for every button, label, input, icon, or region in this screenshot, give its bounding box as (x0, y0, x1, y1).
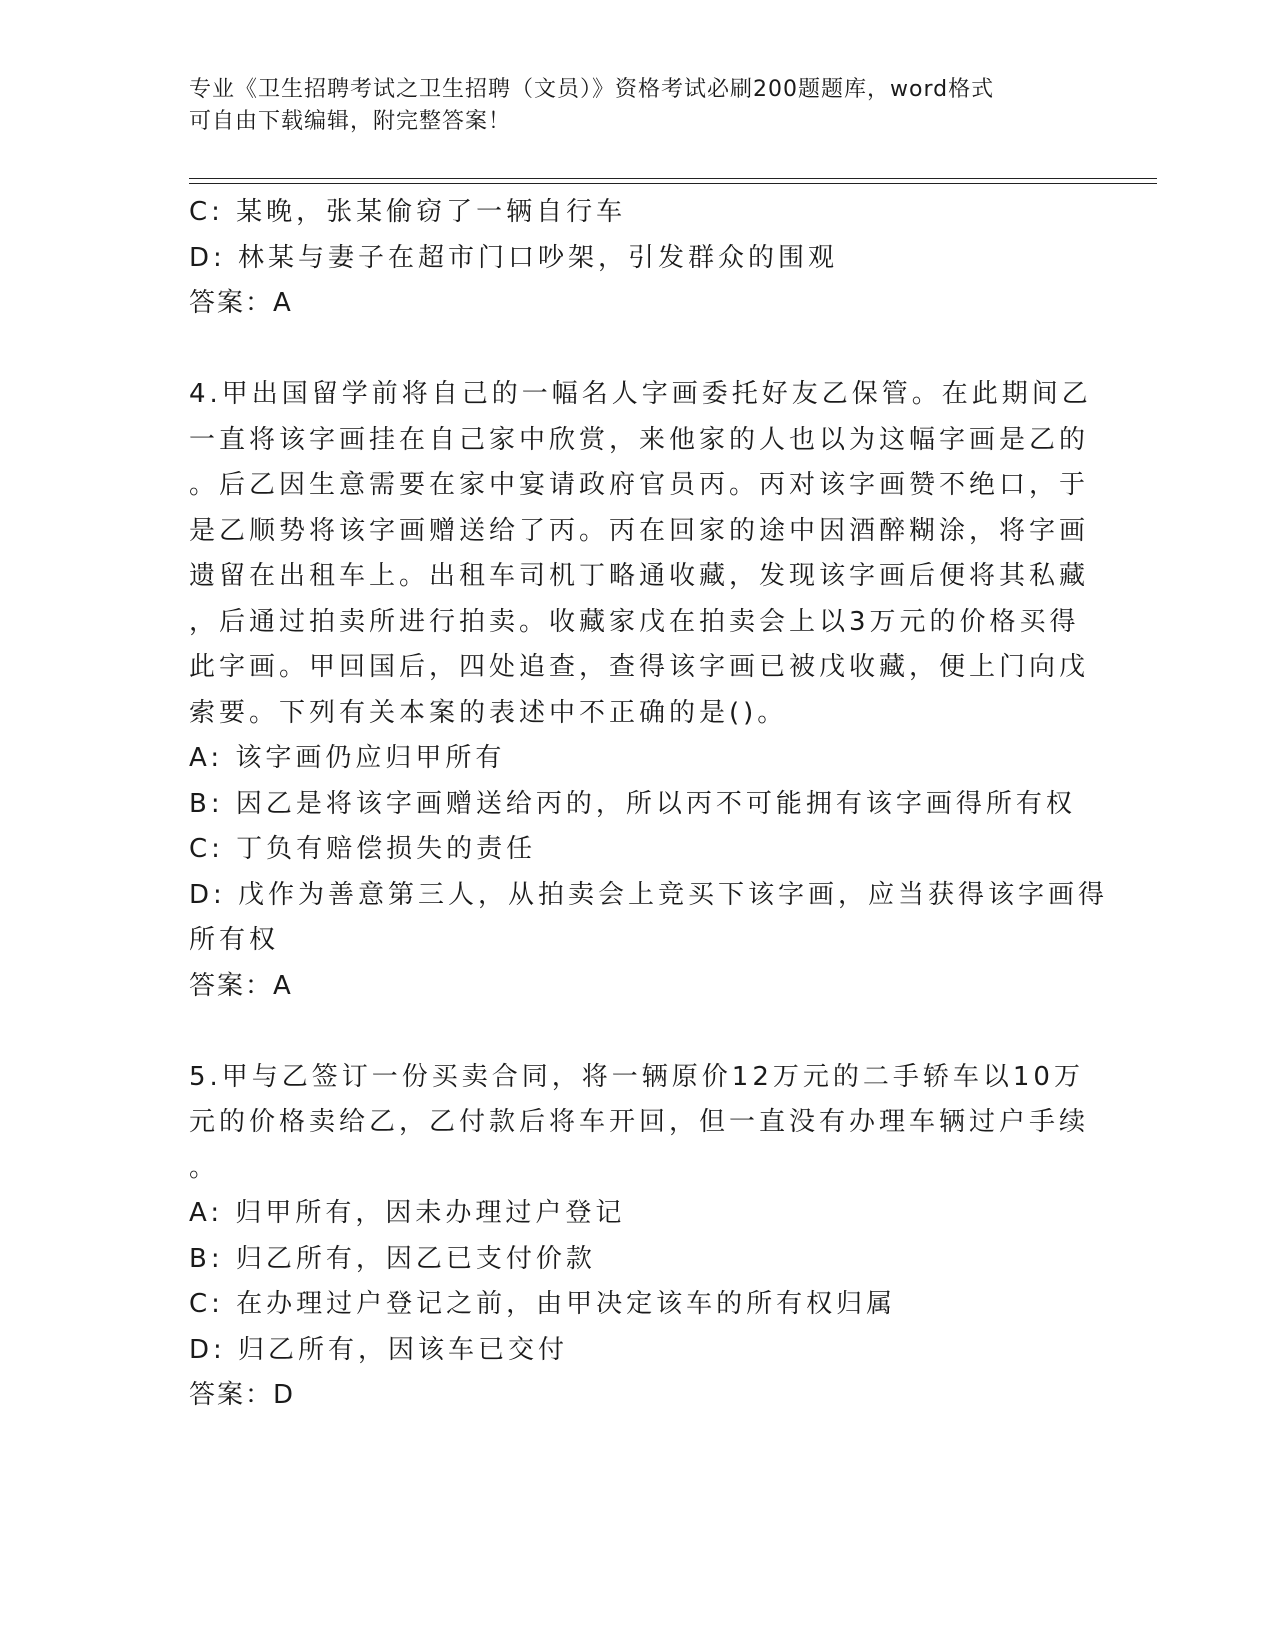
document-header (189, 74, 1079, 138)
q5-answer: 答案：D (189, 1380, 296, 1410)
header-line-2: 可自由下载编辑，附完整答案！ (189, 109, 512, 134)
q5-stem-line: 。 (189, 1152, 220, 1183)
q4-stem-line: ，后通过拍卖所进行拍卖。收藏家戊在拍卖会上以3万元的价格买得 (189, 606, 1080, 637)
q4-option-d: D: 戊作为善意第三人，从拍卖会上竞买下该字画，应当获得该字画得 (189, 879, 1109, 910)
question-content (189, 190, 1109, 1419)
q4-stem-line: 一直将该字画挂在自己家中欣赏，来他家的人也以为这幅字画是乙的 (189, 424, 1090, 455)
q4-option-b: B: 因乙是将该字画赠送给丙的，所以丙不可能拥有该字画得所有权 (189, 788, 1076, 819)
header-line-1: 专业《卫生招聘考试之卫生招聘（文员）》资格考试必刷200题题库，word格式 (189, 77, 995, 102)
q5-stem-line: 元的价格卖给乙，乙付款后将车开回，但一直没有办理车辆过户手续 (189, 1107, 1090, 1137)
q5-stem-line: 5.甲与乙签订一份买卖合同，将一辆原价12万元的二手轿车以10万 (189, 1061, 1084, 1092)
q5-option-b: B: 归乙所有，因乙已支付价款 (189, 1243, 596, 1274)
q4-stem-line: 。后乙因生意需要在家中宴请政府官员丙。丙对该字画赞不绝口，于 (189, 470, 1090, 500)
q4-stem-line: 4.甲出国留学前将自己的一幅名人字画委托好友乙保管。在此期间乙 (189, 379, 1092, 409)
q3-option-d: D: 林某与妻子在超市门口吵架，引发群众的围观 (189, 242, 839, 273)
q4-answer: 答案：A (189, 970, 293, 1001)
q5-option-c: C: 在办理过户登记之前，由甲决定该车的所有权归属 (189, 1289, 897, 1319)
spacer (189, 1009, 1089, 1055)
q4-stem-line: 遗留在出租车上。出租车司机丁略通收藏，发现该字画后便将其私藏 (189, 561, 1090, 591)
q4-option-d-continued: 所有权 (189, 925, 280, 955)
q4-option-a: A: 该字画仍应归甲所有 (189, 743, 506, 773)
q4-option-c: C: 丁负有赔偿损失的责任 (189, 834, 537, 864)
q4-stem-line: 是乙顺势将该字画赠送给了丙。丙在回家的途中因酒醉糊涂，将字画 (189, 515, 1090, 546)
spacer (189, 327, 1089, 373)
q3-answer: 答案：A (189, 288, 293, 318)
q5-option-d: D: 归乙所有，因该车已交付 (189, 1334, 569, 1365)
header-divider-bottom (189, 183, 1157, 184)
q3-option-c: C: 某晚，张某偷窃了一辆自行车 (189, 197, 627, 227)
q4-stem-line: 此字画。甲回国后，四处追查，查得该字画已被戊收藏，便上门向戊 (189, 652, 1090, 682)
q4-stem-line: 索要。下列有关本案的表述中不正确的是()。 (189, 697, 788, 728)
q5-option-a: A: 归甲所有，因未办理过户登记 (189, 1198, 626, 1228)
header-divider-top (189, 178, 1157, 179)
